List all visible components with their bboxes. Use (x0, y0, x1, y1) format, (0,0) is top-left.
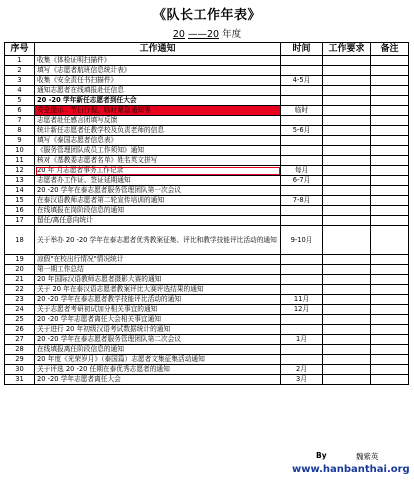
row-requirement (323, 345, 371, 355)
table-row (5, 196, 409, 206)
row-remark (371, 216, 409, 226)
row-number: 30 (5, 365, 35, 375)
table-row (5, 375, 409, 385)
row-time (281, 66, 323, 76)
table-row (5, 126, 409, 136)
row-time (281, 86, 323, 96)
row-requirement (323, 295, 371, 305)
row-task: 20 -20 学年在泰志愿者服务管理团队第二次会议 (35, 335, 281, 345)
row-requirement (323, 375, 371, 385)
author-by-label: By (316, 451, 327, 460)
row-number: 22 (5, 285, 35, 295)
row-time: 临时 (281, 106, 323, 116)
row-task: 通知志愿者在线填报赴任信息 (35, 86, 281, 96)
document-title: 《队长工作年表》 (152, 8, 261, 23)
row-number: 20 (5, 265, 35, 275)
table-row (5, 66, 409, 76)
row-time (281, 325, 323, 335)
row-task: 第一期工作总结 (35, 265, 281, 275)
work-schedule-table (4, 42, 409, 385)
row-time: 6-7月 (281, 176, 323, 186)
row-task: 在线填报离任阶段信息的通知 (35, 345, 281, 355)
row-task: 关于志愿者考研初试加分相关事宜的通知 (35, 305, 281, 315)
row-time (281, 275, 323, 285)
row-number: 3 (5, 76, 35, 86)
row-number: 8 (5, 126, 35, 136)
row-remark (371, 196, 409, 206)
row-requirement (323, 146, 371, 156)
table-row (5, 206, 409, 216)
row-task: 填写《泰国志愿者信息表》 (35, 136, 281, 146)
row-remark (371, 355, 409, 365)
row-requirement (323, 265, 371, 275)
header-time: 时间 (281, 43, 323, 56)
row-number: 17 (5, 216, 35, 226)
row-number: 23 (5, 295, 35, 305)
table-row (5, 176, 409, 186)
row-remark (371, 106, 409, 116)
row-time (281, 216, 323, 226)
row-task: 20 -20 学年志愿者离任大会相关事宜通知 (35, 315, 281, 325)
row-remark (371, 66, 409, 76)
row-number: 12 (5, 166, 35, 176)
table-row (5, 146, 409, 156)
row-task: 20 -20 学年志愿者离任大会 (35, 375, 281, 385)
row-time: 9-10月 (281, 226, 323, 255)
row-remark (371, 335, 409, 345)
row-task: 20 -20 学年在泰志愿者教学技能评比活动的通知 (35, 295, 281, 305)
row-time: 12月 (281, 305, 323, 315)
row-task: 填写《志愿者航班信息统计表》 (35, 66, 281, 76)
row-time (281, 255, 323, 265)
row-number: 9 (5, 136, 35, 146)
table-row (5, 255, 409, 265)
table-row (5, 275, 409, 285)
row-task: 统计新任志愿者任教学校及负责老师的信息 (35, 126, 281, 136)
row-task: 安全提示：节日行程，临时紧急通知等 (35, 106, 281, 116)
row-time: 7-8月 (281, 196, 323, 206)
row-time: 2月 (281, 365, 323, 375)
row-remark (371, 206, 409, 216)
row-remark (371, 96, 409, 106)
row-remark (371, 116, 409, 126)
table-header-row (5, 43, 409, 56)
row-requirement (323, 156, 371, 166)
row-remark (371, 305, 409, 315)
row-remark (371, 176, 409, 186)
year-middle: ——20 (187, 29, 220, 40)
row-task: 20 年国际汉语教师志愿者摄影大赛的通知 (35, 275, 281, 285)
row-number: 4 (5, 86, 35, 96)
row-remark (371, 275, 409, 285)
table-row-highlighted (5, 106, 409, 116)
table-row (5, 325, 409, 335)
row-remark (371, 265, 409, 275)
row-number: 26 (5, 325, 35, 335)
row-requirement (323, 196, 371, 206)
table-row (5, 345, 409, 355)
row-task: 凉假"在校出行情况"情况统计 (35, 255, 281, 265)
row-task: 20 年度《光荣岁月》（泰国篇）志愿者文集征集活动通知 (35, 355, 281, 365)
row-task: 志愿者办工作证、签证延期通知 (35, 176, 281, 186)
row-remark (371, 76, 409, 86)
row-task: 留任/离任意向统计 (35, 216, 281, 226)
row-number: 24 (5, 305, 35, 315)
row-time (281, 96, 323, 106)
row-requirement (323, 285, 371, 295)
row-time (281, 186, 323, 196)
row-requirement (323, 136, 371, 146)
row-time: 1月 (281, 335, 323, 345)
row-requirement (323, 275, 371, 285)
row-remark (371, 295, 409, 305)
year-start: 20 (172, 29, 185, 40)
author-name: 魏紫英 (356, 452, 379, 461)
row-time: 5-6月 (281, 126, 323, 136)
row-number: 31 (5, 375, 35, 385)
table-body (5, 56, 409, 385)
row-time (281, 315, 323, 325)
row-requirement (323, 56, 371, 66)
row-number: 29 (5, 355, 35, 365)
row-requirement (323, 166, 371, 176)
row-number: 21 (5, 275, 35, 285)
row-task: 核对《基教委志愿者名单》姓名英文拼写 (35, 156, 281, 166)
row-requirement (323, 116, 371, 126)
row-task: 20 -20 学年新任志愿者到任大会 (35, 96, 281, 106)
row-remark (371, 365, 409, 375)
table-row (5, 295, 409, 305)
row-task: 在线填报在岗阶段信息的通知 (35, 206, 281, 216)
row-number: 10 (5, 146, 35, 156)
row-time (281, 206, 323, 216)
row-remark (371, 136, 409, 146)
row-time: 11月 (281, 295, 323, 305)
table-row (5, 86, 409, 96)
row-requirement (323, 335, 371, 345)
row-number: 25 (5, 315, 35, 325)
row-requirement (323, 255, 371, 265)
table-row (5, 96, 409, 106)
row-number: 19 (5, 255, 35, 265)
row-number: 15 (5, 196, 35, 206)
row-number: 6 (5, 106, 35, 116)
row-requirement (323, 206, 371, 216)
site-watermark: www.hanbanthai.org (292, 464, 410, 475)
row-remark (371, 86, 409, 96)
row-requirement (323, 76, 371, 86)
row-requirement (323, 126, 371, 136)
table-row (5, 136, 409, 146)
row-task: 《服务管理团队成员工作须知》通知 (35, 146, 281, 156)
row-task: 收集《安全责任书扫描件》 (35, 76, 281, 86)
row-remark (371, 345, 409, 355)
row-remark (371, 226, 409, 255)
table-row (5, 335, 409, 345)
table-row (5, 355, 409, 365)
row-number: 2 (5, 66, 35, 76)
row-number: 18 (5, 226, 35, 255)
row-number: 5 (5, 96, 35, 106)
row-time: 4-5月 (281, 76, 323, 86)
table-row (5, 226, 409, 255)
row-requirement (323, 365, 371, 375)
row-task: 收集《体检证明扫描件》 (35, 56, 281, 66)
row-time (281, 355, 323, 365)
row-requirement (323, 176, 371, 186)
table-row (5, 186, 409, 196)
row-task: 关于 20 年在泰汉语志愿者教案评比大赛评选结果的通知 (35, 285, 281, 295)
row-requirement (323, 86, 371, 96)
row-requirement (323, 216, 371, 226)
row-remark (371, 56, 409, 66)
header-requirement: 工作要求 (323, 43, 371, 56)
row-remark (371, 315, 409, 325)
row-requirement (323, 315, 371, 325)
row-task: 关于举办 20 -20 学年在泰志愿者优秀教案征集、评比和教学技能评比活动的通知 (35, 226, 281, 255)
row-remark (371, 146, 409, 156)
header-task: 工作通知 (35, 43, 281, 56)
row-number: 16 (5, 206, 35, 216)
row-task: 关于进行 20 年初级汉语考试数据统计的通知 (35, 325, 281, 335)
row-number: 13 (5, 176, 35, 186)
year-line (0, 26, 414, 40)
row-time (281, 156, 323, 166)
row-requirement (323, 226, 371, 255)
row-task: 在泰汉语教师志愿者第二轮宣传培训的通知 (35, 196, 281, 206)
row-remark (371, 375, 409, 385)
year-suffix: 年度 (222, 29, 242, 40)
table-row (5, 285, 409, 295)
row-number: 1 (5, 56, 35, 66)
row-number: 28 (5, 345, 35, 355)
row-time (281, 285, 323, 295)
row-time (281, 146, 323, 156)
row-requirement (323, 106, 371, 116)
table-row (5, 216, 409, 226)
table-row (5, 76, 409, 86)
row-number: 7 (5, 116, 35, 126)
row-remark (371, 166, 409, 176)
table-row (5, 265, 409, 275)
row-number: 11 (5, 156, 35, 166)
row-time: 3月 (281, 375, 323, 385)
row-task: 志愿者赴任感言团填写反馈 (35, 116, 281, 126)
row-requirement (323, 66, 371, 76)
table-row (5, 156, 409, 166)
table-row (5, 56, 409, 66)
row-time (281, 56, 323, 66)
row-requirement (323, 186, 371, 196)
table-row (5, 116, 409, 126)
row-requirement (323, 355, 371, 365)
row-requirement (323, 325, 371, 335)
header-no: 序号 (5, 43, 35, 56)
row-time (281, 265, 323, 275)
row-number: 27 (5, 335, 35, 345)
row-remark (371, 186, 409, 196)
table-row (5, 305, 409, 315)
table-row-highlighted (5, 166, 409, 176)
row-remark (371, 325, 409, 335)
row-requirement (323, 305, 371, 315)
row-task: 20 年 月志愿者事务工作记录 (35, 166, 281, 176)
row-time (281, 116, 323, 126)
row-remark (371, 126, 409, 136)
table-row (5, 315, 409, 325)
row-time (281, 136, 323, 146)
row-task: 20 -20 学年在泰志愿者服务管理团队第一次会议 (35, 186, 281, 196)
row-remark (371, 255, 409, 265)
row-time: 每月 (281, 166, 323, 176)
row-task: 关于评选 20 -20 任期在泰优秀志愿者的通知 (35, 365, 281, 375)
row-remark (371, 156, 409, 166)
row-remark (371, 285, 409, 295)
row-requirement (323, 96, 371, 106)
row-time (281, 345, 323, 355)
table-row (5, 365, 409, 375)
row-number: 14 (5, 186, 35, 196)
header-remark: 备注 (371, 43, 409, 56)
